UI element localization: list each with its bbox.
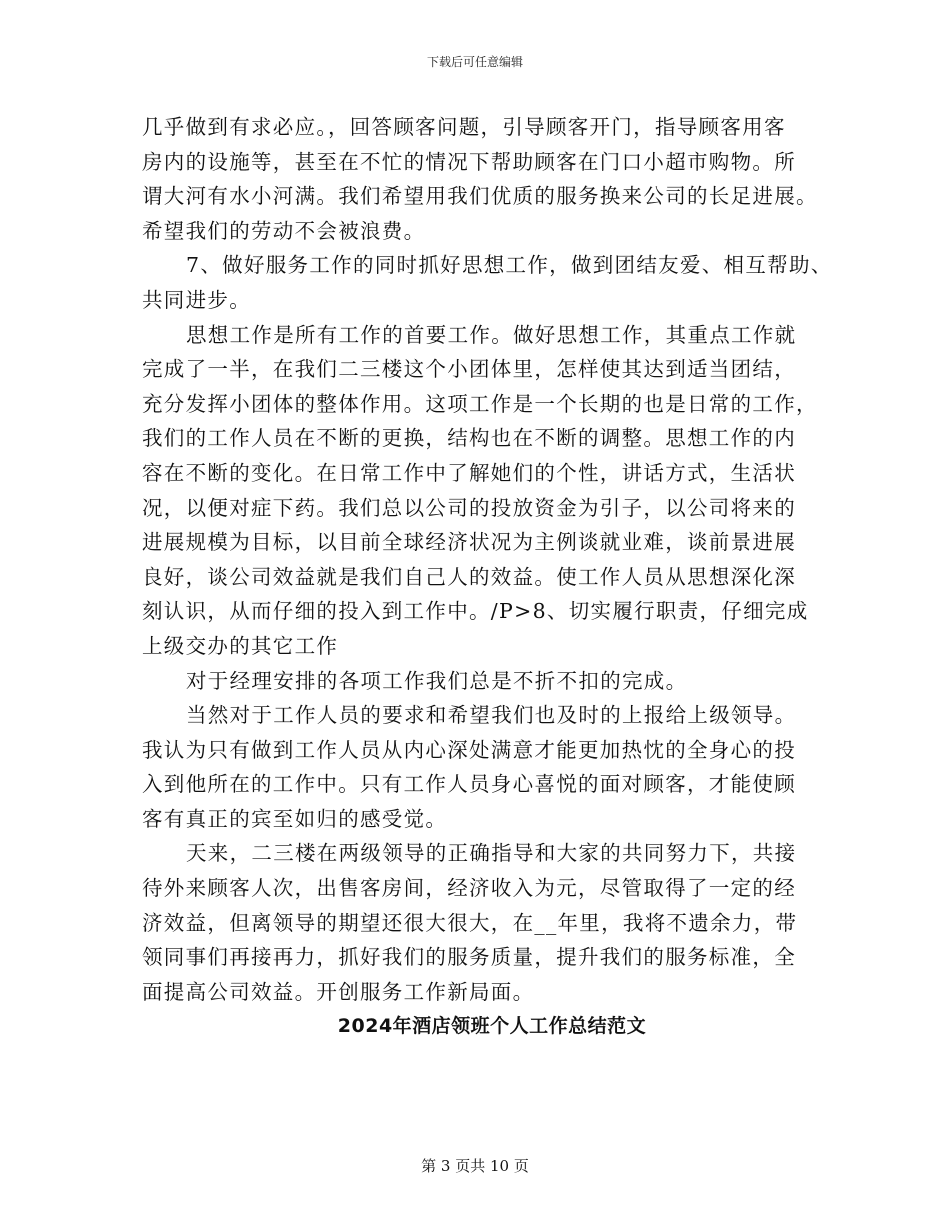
paragraph-line: 我们的工作人员在不断的更换，结构也在不断的调整。思想工作的内 bbox=[142, 426, 796, 451]
paragraph-line: 几乎做到有求必应。，回答顾客问题，引导顾客开门，指导顾客用客 bbox=[142, 115, 786, 139]
paragraph-line: 上级交办的其它工作 bbox=[142, 633, 339, 658]
paragraph-line: 完成了一半，在我们二三楼这个小团体里，怎样使其达到适当团结， bbox=[142, 357, 796, 382]
paragraph-line: 待外来顾客人次，出售客房间，经济收入为元，尽管取得了一定的经 bbox=[142, 876, 796, 901]
paragraph-line: 容在不断的变化。在日常工作中了解她们的个性，讲话方式，生活状 bbox=[142, 460, 796, 485]
paragraph-line: 进展规模为目标，以目前全球经济状况为主例谈就业难，谈前景进展 bbox=[142, 530, 796, 555]
paragraph-line: 天来，二三楼在两级领导的正确指导和大家的共同努力下，共接 bbox=[186, 841, 797, 866]
paragraph-line: 况，以便对症下药。我们总以公司的投放资金为引子，以公司将来的 bbox=[142, 495, 796, 520]
paragraph-line: 房内的设施等，甚至在不忙的情况下帮助顾客在门口小超市购物。所 bbox=[142, 149, 796, 174]
paragraph-line: 7、做好服务工作的同时抓好思想工作，做到团结友爱、相互帮助、 bbox=[186, 253, 833, 278]
page-header: 下载后可任意编辑 bbox=[426, 55, 523, 69]
section-title: 2024年酒店领班个人工作总结范文 bbox=[337, 1015, 647, 1038]
paragraph-line: 刻认识，从而仔细的投入到工作中。/P>8、切实履行职责，仔细完成 bbox=[142, 599, 809, 624]
paragraph-line: 充分发挥小团体的整体作用。这项工作是一个长期的也是日常的工作， bbox=[142, 391, 818, 416]
paragraph-line: 领同事们再接再力，抓好我们的服务质量，提升我们的服务标准，全 bbox=[142, 945, 796, 970]
paragraph-line: 良好，谈公司效益就是我们自己人的效益。使工作人员从思想深化深 bbox=[142, 564, 796, 589]
paragraph-line: 济效益，但离领导的期望还很大很大，在__年里，我将不遗余力，带 bbox=[142, 910, 798, 935]
paragraph-line: 我认为只有做到工作人员从内心深处满意才能更加热忱的全身心的投 bbox=[142, 737, 796, 762]
document-body bbox=[142, 110, 832, 1044]
paragraph-line: 当然对于工作人员的要求和希望我们也及时的上报给上级领导。 bbox=[186, 703, 797, 728]
paragraph-line: 客有真正的宾至如归的感受觉。 bbox=[142, 806, 448, 831]
paragraph-line: 对于经理安排的各项工作我们总是不折不扣的完成。 bbox=[186, 668, 688, 693]
paragraph-line: 谓大河有水小河满。我们希望用我们优质的服务换来公司的长足进展。 bbox=[142, 184, 818, 209]
paragraph-line: 思想工作是所有工作的首要工作。做好思想工作，其重点工作就 bbox=[186, 322, 797, 347]
paragraph-line: 共同进步。 bbox=[142, 287, 251, 312]
paragraph-line: 面提高公司效益。开创服务工作新局面。 bbox=[142, 979, 535, 1004]
paragraph-line: 希望我们的劳动不会被浪费。 bbox=[142, 218, 426, 243]
page-footer: 第 3 页共 10 页 bbox=[421, 1157, 529, 1175]
paragraph-line: 入到他所在的工作中。只有工作人员身心喜悦的面对顾客，才能使顾 bbox=[142, 772, 796, 797]
